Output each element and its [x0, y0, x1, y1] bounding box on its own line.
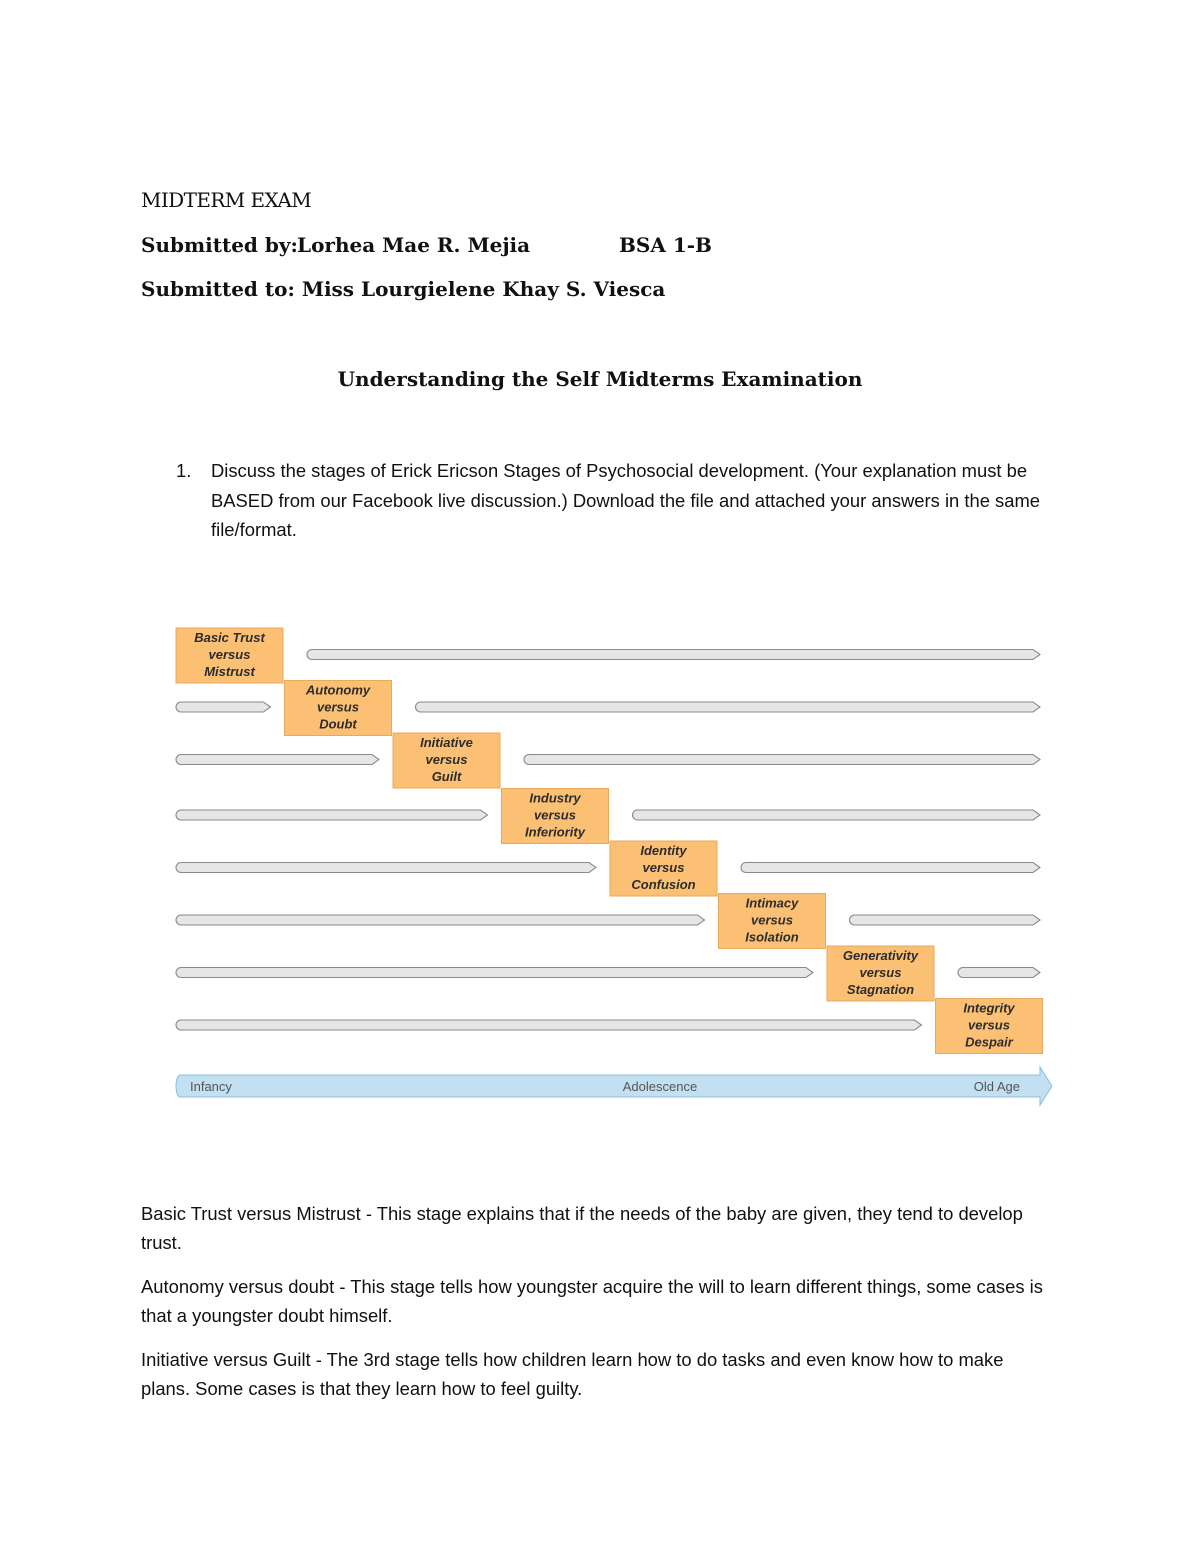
life-timeline-bar: [176, 1067, 1052, 1105]
right-arrow: [741, 863, 1040, 873]
left-arrow: [176, 702, 271, 712]
stage-label: Basic Trust: [194, 630, 265, 645]
left-arrow: [176, 1020, 922, 1030]
stage-box: [827, 946, 934, 1001]
document-title: Understanding the Self Midterms Examination: [337, 367, 863, 391]
stage-label: Doubt: [319, 716, 357, 732]
stage-box: [393, 733, 500, 788]
stage-label: Guilt: [431, 769, 462, 784]
stage-box: [936, 999, 1043, 1054]
stage-label: versus: [968, 1017, 1010, 1033]
question-text: Discuss the stages of Erick Ericson Stages of Psychosocial development. (Your explanation must be BASED from our Facebook live discussion.) Download the file and attached your answers in the same file/format.: [211, 460, 1041, 540]
question-number: 1.: [176, 460, 192, 481]
stage-label: versus: [425, 752, 468, 767]
answer-paragraph-2: Autonomy versus doubt - This stage tells how youngster acquire the will to learn different things, some cases is that a youngster doubt himself.: [141, 1276, 1043, 1326]
right-arrow: [524, 755, 1040, 765]
stage-label: Mistrust: [204, 664, 255, 679]
stage-box: [176, 628, 283, 683]
submitted-by-label: Submitted by:: [141, 233, 298, 257]
right-arrow: [850, 915, 1041, 925]
student-name: Lorhea Mae R. Mejia: [297, 233, 531, 257]
right-arrow: [633, 810, 1041, 820]
stage-label: Isolation: [745, 929, 799, 945]
right-arrow: [416, 702, 1041, 712]
right-arrow: [307, 650, 1040, 660]
left-arrow: [176, 863, 596, 873]
exam-label: MIDTERM EXAM: [141, 188, 312, 212]
psychosocial-stages-diagram: [168, 620, 1058, 1120]
stage-box: [610, 841, 717, 896]
stage-label: versus: [317, 699, 359, 715]
stage-label: versus: [642, 860, 685, 875]
timeline-label: Adolescence: [622, 1079, 698, 1094]
teacher-name: Miss Lourgielene Khay S. Viesca: [301, 277, 666, 301]
left-arrow: [176, 968, 813, 978]
stage-box: [719, 894, 826, 949]
stage-label: versus: [859, 965, 902, 980]
left-arrow: [176, 915, 705, 925]
timeline-label: Infancy: [190, 1079, 232, 1094]
section-label: BSA 1-B: [619, 233, 712, 257]
left-arrow: [176, 810, 488, 820]
stage-box: [285, 681, 392, 736]
submitted-to-row: [141, 277, 665, 301]
stage-label: Identity: [640, 843, 687, 858]
stage-label: Intimacy: [745, 895, 799, 911]
stage-label: versus: [534, 807, 576, 823]
right-arrow: [958, 968, 1040, 978]
stage-label: Inferiority: [525, 824, 585, 840]
stage-label: Autonomy: [305, 682, 371, 698]
stage-label: Confusion: [631, 877, 696, 892]
stage-label: Stagnation: [846, 982, 915, 997]
stage-label: Despair: [965, 1034, 1013, 1050]
timeline-label: Old Age: [973, 1079, 1020, 1094]
stage-label: Initiative: [420, 735, 473, 750]
answer-paragraph-1: Basic Trust versus Mistrust - This stage explains that if the needs of the baby are given, they tend to develop trust.: [141, 1203, 1023, 1253]
stage-label: Industry: [529, 790, 581, 806]
answer-paragraph-3: Initiative versus Guilt - The 3rd stage tells how children learn how to do tasks and even know how to make plans. Some cases is that they learn how to feel guilty.: [141, 1349, 1004, 1399]
stage-label: Generativity: [842, 948, 919, 963]
stage-label: Integrity: [963, 1000, 1015, 1016]
stage-label: versus: [208, 647, 251, 662]
submitted-to-label: Submitted to:: [141, 277, 295, 301]
stage-label: versus: [751, 912, 793, 928]
stage-box: [502, 789, 609, 844]
left-arrow: [176, 755, 379, 765]
